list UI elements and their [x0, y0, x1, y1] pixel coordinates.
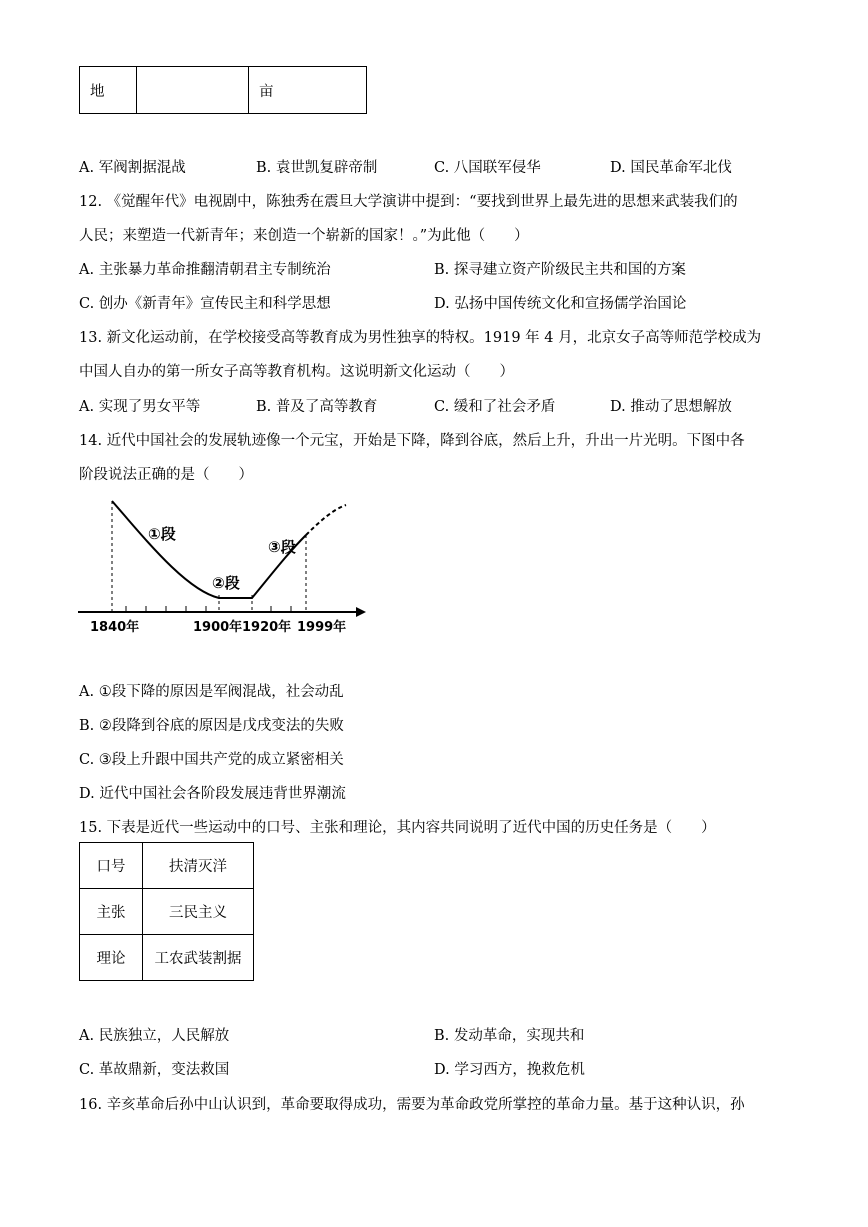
q14-option-c[interactable]: C. ③段上升跟中国共产党的成立紧密相关 [79, 752, 344, 768]
q15-option-a[interactable]: A. 民族独立，人民解放 [79, 1028, 230, 1044]
q14-option-d[interactable]: D. 近代中国社会各阶段发展违背世界潮流 [79, 786, 346, 802]
q13-option-b[interactable]: B. 普及了高等教育 [256, 399, 378, 415]
top-table-cell-3: 亩 [249, 67, 367, 114]
q14-option-a[interactable]: A. ①段下降的原因是军阀混战，社会动乱 [79, 684, 344, 700]
chart-x-axis-arrow [356, 607, 366, 617]
chart-tick-label-1840: 1840年 [90, 620, 140, 635]
q12-stem-line1: 12. 《觉醒年代》电视剧中，陈独秀在震旦大学演讲中提到：“要找到世界上最先进的思想来武装我们的 [79, 194, 738, 210]
q11-option-a[interactable]: A. 军阀割据混战 [79, 160, 186, 176]
q11-option-d[interactable]: D. 国民革命军北伐 [610, 160, 732, 176]
chart-trend-future [306, 505, 346, 535]
q13-option-c[interactable]: C. 缓和了社会矛盾 [434, 399, 556, 415]
q13-option-a[interactable]: A. 实现了男女平等 [79, 399, 201, 415]
q15-table [79, 842, 254, 981]
q15-table-key: 口号 [80, 843, 143, 889]
q14-option-b[interactable]: B. ②段降到谷底的原因是戊戌变法的失败 [79, 718, 344, 734]
q15-table-value: 三民主义 [143, 889, 254, 935]
top-table [79, 66, 367, 114]
chart-segment-label-1: ①段 [148, 525, 176, 543]
chart-tick-label-1999: 1999年 [297, 620, 347, 635]
q14-trend-chart [76, 495, 366, 640]
q14-stem-line1: 14. 近代中国社会的发展轨迹像一个元宝，开始是下降，降到谷底，然后上升，升出一片光明。下图中各 [79, 433, 745, 449]
q15-option-d[interactable]: D. 学习西方，挽救危机 [434, 1062, 585, 1078]
q12-option-c[interactable]: C. 创办《新青年》宣传民主和科学思想 [79, 296, 331, 312]
q12-option-d[interactable]: D. 弘扬中国传统文化和宣扬儒学治国论 [434, 296, 687, 312]
chart-segment-label-3: ③段 [268, 538, 296, 556]
chart-segment-label-2: ②段 [212, 574, 240, 592]
q11-option-c[interactable]: C. 八国联军侵华 [434, 160, 541, 176]
q15-table-value: 工农武装割据 [143, 935, 254, 981]
q12-stem-line2: 人民；来塑造一代新青年；来创造一个崭新的国家！。”为此他（ ） [79, 228, 529, 244]
q14-stem-line2: 阶段说法正确的是（ ） [79, 467, 253, 483]
q12-option-a[interactable]: A. 主张暴力革命推翻清朝君主专制统治 [79, 262, 331, 278]
q16-stem-line1: 16. 辛亥革命后孙中山认识到，革命要取得成功，需要为革命政党所掌控的革命力量。基于这种认识，孙 [79, 1097, 745, 1113]
q15-option-b[interactable]: B. 发动革命，实现共和 [434, 1028, 585, 1044]
q15-table-key: 理论 [80, 935, 143, 981]
q15-stem-line1: 15. 下表是近代一些运动中的口号、主张和理论，其内容共同说明了近代中国的历史任务是（ ） [79, 820, 716, 836]
top-table-cell-1: 地 [80, 67, 137, 114]
q15-option-c[interactable]: C. 革故鼎新，变法救国 [79, 1062, 230, 1078]
q13-option-d[interactable]: D. 推动了思想解放 [610, 399, 732, 415]
q13-stem-line2: 中国人自办的第一所女子高等教育机构。这说明新文化运动（ ） [79, 364, 514, 380]
top-table-cell-2 [137, 67, 249, 114]
chart-tick-label-1920: 1920年 [242, 620, 292, 635]
q15-table-key: 主张 [80, 889, 143, 935]
q15-table-value: 扶清灭洋 [143, 843, 254, 889]
q11-option-b[interactable]: B. 袁世凯复辟帝制 [256, 160, 378, 176]
q12-option-b[interactable]: B. 探寻建立资产阶级民主共和国的方案 [434, 262, 686, 278]
chart-tick-label-1900: 1900年 [193, 620, 243, 635]
q13-stem-line1: 13. 新文化运动前，在学校接受高等教育成为男性独享的特权。1919 年 4 月，北京女子高等师范学校成为 [79, 330, 762, 346]
